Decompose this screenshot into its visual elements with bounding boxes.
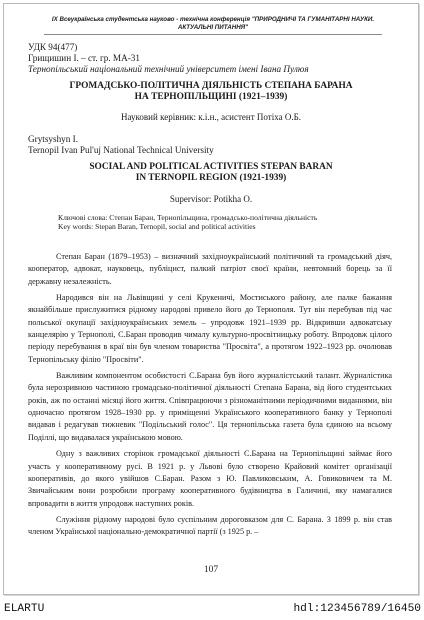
body-paragraph: Важливим компонентом особистості С.Барана був його журналістський талант. Журналістика була нерозривною частиною громадсько-політичної діяльності Степана Барана, від його студентських років, аж по останні місяці його життя. Співпрацюючи з різноманітними періодичними виданнями, він одночасно протягом 1928–1930 рр. у приміщенні Українського кооперативного банку у Тернополі видавав і редагував тижневик "Подільський голос". Ця тернопільська газета була єдиною на всьому Поділлі, що видавалася українською мовою. [28,371,392,442]
title-ua-line: НА ТЕРНОПІЛЬЩИНІ (1921–1939) [134,92,288,103]
repository-name: ELARTU [4,603,45,615]
udk-code: УДК 94(477) [28,42,78,52]
conference-header-line: АКТУАЛЬНІ ПИТАННЯ" [177,23,249,31]
keywords-ua: Ключові слова: Степан Баран, Тернопільщина, громадсько-політична діяльність [58,213,318,222]
document-page [4,4,418,594]
conference-header-line: IX Всеукраїнська студентська науково - технічна конференція "ПРИРОДНИЧІ ТА ГУМАНІТАРНІ НАУКИ. [51,16,375,23]
keywords-block [58,213,394,232]
conference-header [44,16,382,35]
title-en [28,162,394,184]
title-ua-line: ГРОМАДСЬКО-ПОЛІТИЧНА ДІЯЛЬНІСТЬ СТЕПАНА БАРАНА [69,81,353,91]
author-en: Grytsyshyn I. [28,134,79,144]
article-body [28,251,392,539]
body-paragraph: Одну з важливих сторінок громадської діяльності С.Барана на Тернопільщині займає його участь у кооперативному русі. В 1921 р. у Львові було створено Крайовий комітет організації кооперативів, до якого увійшов С.Баран. Разом з Ю. Павликовським, А. Говиковичем та М. Звичайським вони розробили програму кооперативного будівництва в Галичині, яку намагалися впровадити в життя упродовж наступних років. [28,449,392,508]
page-number: 107 [203,565,219,575]
keywords-en: Key words: Stepan Baran, Ternopil, social and political activities [58,222,256,232]
author-ua: Грищишин І. – ст. гр. МА-31 [28,53,140,63]
body-paragraph: Народився він на Львівщині у селі Крукеничі, Мостиського району, але палке бажання якнайбільше прислужитися рідному народові привело його до Тернополя. Тут він перебував під час польської окупації західноукраїнських земель – упродовж 1921–1939 рр. Відкривши адвокатську канцелярію у Тернополі, С.Баран проводив чималу культурно-просвітницьку роботу. Впродовж цілого періоду перебування в краї він був членом товариства "Просвіта", а протягом 1922–1923 рр. очолював Тернопільську філію "Просвіти". [28,293,392,364]
affiliation-en: Ternopil Ivan Pul'uj National Technical University [28,145,214,155]
body-paragraph: Степан Баран (1879–1953) – визначний західноукраїнський політичний та громадський діяч, кооператор, адвокат, науковець, публіцист, палкий патріот своєї країни, невтомний борець за її державну незалежність. [28,252,392,286]
body-paragraph: Служіння рідному народові було суспільним дороговказом для С. Барана. З 1899 р. він став членом Української національно-демократичної партії (з 1925 р. – [28,514,392,537]
title-en-line: SOCIAL AND POLITICAL ACTIVITIES STEPAN BARAN [89,162,333,172]
page-frame [3,3,419,595]
handle-identifier: hdl:123456789/16450 [293,603,421,615]
supervisor-en: Supervisor: Potikha O. [169,194,253,204]
supervisor-ua: Науковий керівник: к.і.н., асистент Потіха О.Б. [120,112,301,122]
title-en-line: IN TERNOPIL REGION (1921-1939) [135,173,287,184]
affiliation-ua: Тернопільський національний технічний університет імені Івана Пулюя [28,64,309,74]
title-ua [28,81,394,103]
repository-footer [0,598,424,620]
